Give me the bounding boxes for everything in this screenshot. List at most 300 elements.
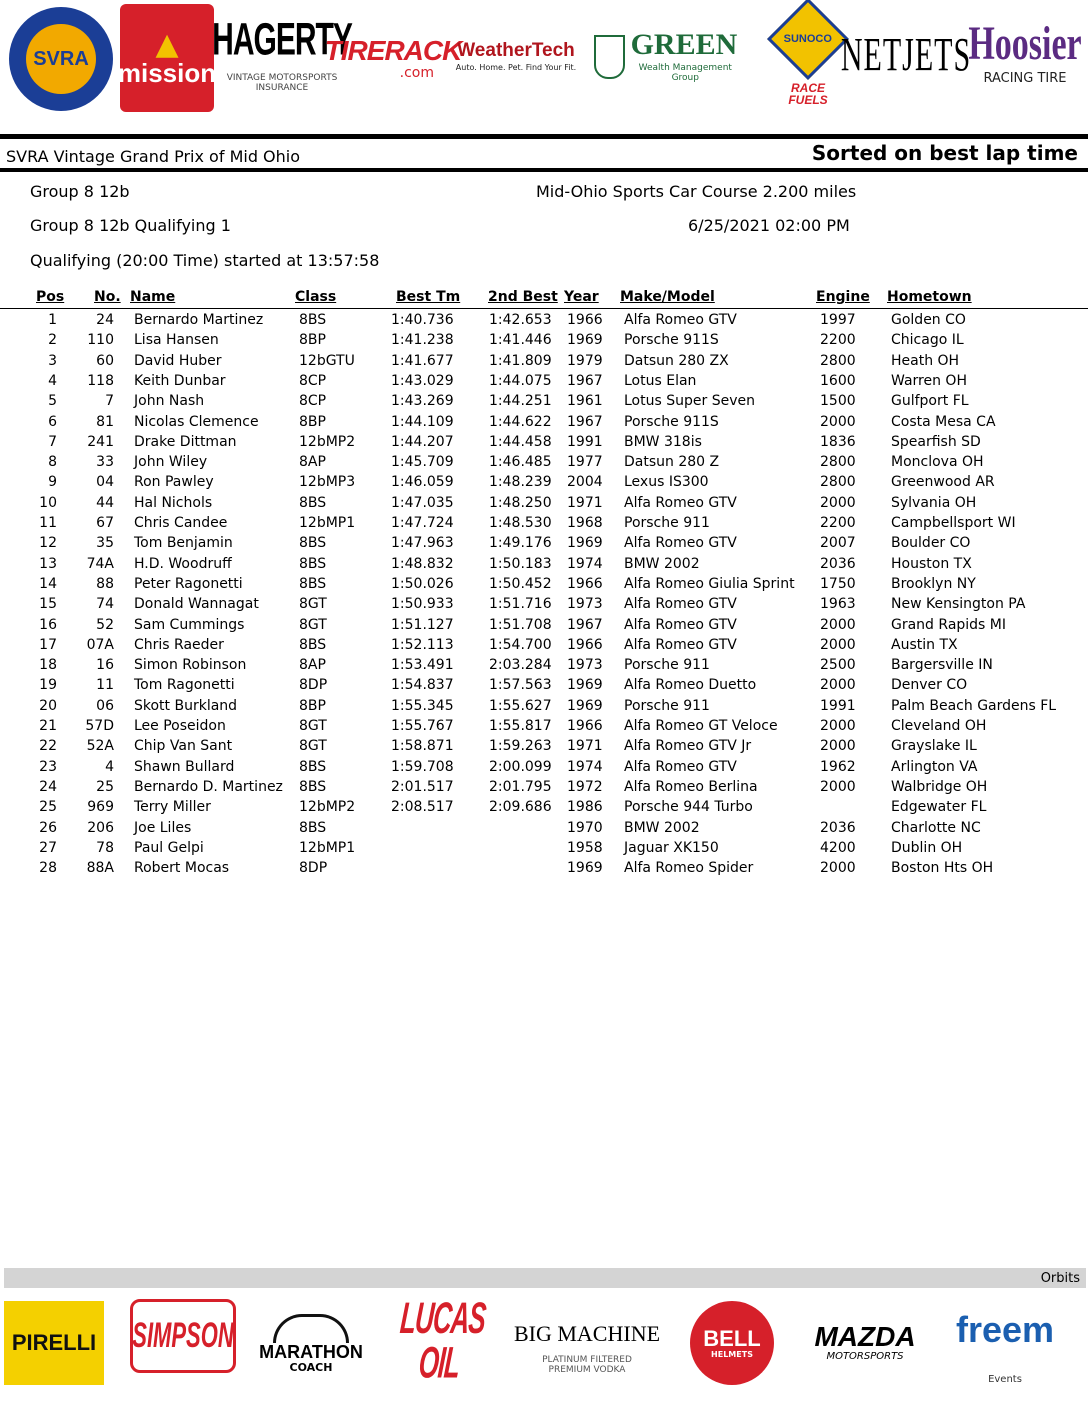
cell-best: 1:52.113: [391, 636, 454, 653]
cell-engine: 2200: [820, 332, 856, 349]
col-header-second: 2nd Best: [488, 289, 558, 305]
cell-make: Alfa Romeo GTV: [624, 535, 737, 552]
mission-logo-text: mission: [117, 58, 217, 88]
cell-no: 4: [105, 758, 114, 775]
cell-hometown: Greenwood AR: [891, 474, 995, 491]
cell-hometown: Boston Hts OH: [891, 860, 994, 877]
cell-hometown: Campbellsport WI: [891, 515, 1016, 531]
cell-name: Sam Cummings: [134, 616, 245, 633]
cell-best: 1:51.127: [391, 616, 454, 633]
cell-no: 241: [87, 433, 114, 450]
sponsor-logo-mazda: [800, 1309, 930, 1375]
cell-pos: 10: [39, 494, 57, 511]
cell-class: 8CP: [299, 393, 327, 410]
table-row: [0, 860, 1088, 880]
cell-hometown: Heath OH: [891, 352, 960, 369]
cell-hometown: Houston TX: [891, 555, 972, 572]
header-rule-top: [0, 134, 1088, 139]
cell-pos: 18: [39, 657, 57, 674]
cell-make: Porsche 911S: [624, 332, 719, 349]
cell-make: Alfa Romeo GTV: [624, 312, 737, 328]
cell-hometown: Charlotte NC: [891, 819, 981, 836]
cell-engine: 1962: [820, 758, 856, 775]
sponsor-logo-bell: [690, 1301, 774, 1385]
cell-make: Alfa Romeo GTV Jr: [624, 738, 752, 755]
cell-year: 1974: [567, 758, 603, 775]
cell-best: 2:01.517: [391, 778, 454, 795]
green-tagline: Wealth Management Group: [638, 63, 732, 83]
cell-no: 33: [96, 454, 114, 471]
cell-second: 1:46.485: [489, 454, 552, 471]
cell-pos: 21: [39, 718, 57, 734]
col-header-make: Make/Model: [620, 289, 715, 305]
cell-no: 25: [96, 778, 114, 795]
cell-year: 1967: [567, 413, 603, 430]
cell-name: Terry Miller: [134, 799, 211, 816]
cell-make: Datsun 280 ZX: [624, 352, 729, 369]
cell-name: Nicolas Clemence: [134, 413, 259, 430]
cell-hometown: Denver CO: [891, 677, 968, 694]
cell-engine: 2000: [820, 413, 856, 430]
cell-hometown: Monclova OH: [891, 454, 984, 471]
cell-best: 1:58.871: [391, 738, 454, 755]
cell-make: Jaguar XK150: [624, 839, 719, 856]
freem-tagline: Events: [988, 1373, 1022, 1385]
table-row: [0, 779, 1088, 799]
table-row: [0, 799, 1088, 819]
freem-logo-text: freem: [955, 1308, 1055, 1350]
cell-year: 1969: [567, 697, 603, 714]
table-row: [0, 393, 1088, 413]
cell-second: 1:44.622: [489, 413, 552, 430]
cell-class: 12bMP2: [299, 433, 356, 450]
cell-name: Paul Gelpi: [134, 839, 204, 856]
bigmachine-logo-text: BIG MACHINE: [513, 1321, 661, 1346]
weathertech-logo-text: WeatherTech: [457, 40, 575, 62]
cell-no: 7: [105, 393, 114, 410]
cell-second: 1:54.700: [489, 636, 552, 653]
cell-class: 12bMP1: [299, 839, 356, 856]
cell-no: 52A: [86, 738, 114, 755]
cell-second: 1:42.653: [489, 312, 552, 328]
sponsor-strip-bottom: [0, 1292, 1088, 1408]
hagerty-tagline: VINTAGE MOTORSPORTS INSURANCE: [226, 73, 338, 93]
cell-hometown: Arlington VA: [891, 758, 978, 775]
cell-name: David Huber: [134, 352, 222, 369]
cell-engine: 2000: [820, 718, 856, 734]
table-row: [0, 434, 1088, 454]
cell-best: 1:47.963: [391, 535, 454, 552]
cell-name: Keith Dunbar: [134, 372, 226, 389]
cell-no: 24: [96, 312, 114, 328]
cell-make: Porsche 944 Turbo: [624, 799, 753, 816]
cell-engine: 2036: [820, 555, 856, 572]
cell-year: 1986: [567, 799, 603, 816]
cell-second: 1:49.176: [489, 535, 552, 552]
cell-class: 8BS: [299, 575, 327, 592]
cell-class: 8BS: [299, 778, 327, 795]
weathertech-tagline: Auto. Home. Pet. Find Your Fit.: [455, 63, 577, 73]
cell-make: Alfa Romeo GTV: [624, 494, 737, 511]
cell-pos: 27: [39, 839, 57, 856]
cell-make: Alfa Romeo GTV: [624, 596, 737, 613]
cell-hometown: Costa Mesa CA: [891, 413, 996, 430]
cell-make: Lotus Elan: [624, 372, 697, 389]
table-row: [0, 353, 1088, 373]
cell-class: 8BS: [299, 819, 327, 836]
cell-pos: 14: [39, 575, 57, 592]
cell-second: 2:01.795: [489, 778, 552, 795]
cell-name: Simon Robinson: [134, 657, 247, 674]
cell-class: 8DP: [299, 860, 328, 877]
cell-make: Porsche 911: [624, 657, 710, 674]
table-row: [0, 495, 1088, 515]
cell-name: Peter Ragonetti: [134, 575, 243, 592]
cell-year: 1970: [567, 819, 603, 836]
cell-no: 118: [87, 372, 114, 389]
sponsor-logo-sunoco: [774, 6, 842, 110]
cell-class: 8AP: [299, 454, 326, 471]
col-header-no: No.: [94, 289, 121, 305]
cell-pos: 6: [48, 413, 57, 430]
cell-hometown: Chicago IL: [891, 332, 964, 349]
tirerack-logo-text: TIRERACK: [324, 35, 462, 66]
cell-no: 88: [96, 575, 114, 592]
cell-year: 1973: [567, 596, 603, 613]
cell-best: 1:43.269: [391, 393, 454, 410]
cell-best: 1:47.724: [391, 515, 454, 531]
cell-second: 1:41.809: [489, 352, 552, 369]
cell-hometown: Boulder CO: [891, 535, 971, 552]
cell-make: Alfa Romeo GTV: [624, 616, 737, 633]
sponsor-logo-bigmachine: [512, 1299, 662, 1399]
table-row: [0, 657, 1088, 677]
cell-pos: 4: [48, 372, 57, 389]
cell-year: 1967: [567, 372, 603, 389]
cell-class: 8DP: [299, 677, 328, 694]
cell-engine: 2000: [820, 636, 856, 653]
cell-make: Alfa Romeo Duetto: [624, 677, 757, 694]
cell-engine: 2800: [820, 474, 856, 491]
cell-year: 1991: [567, 433, 603, 450]
cell-year: 2004: [567, 474, 603, 491]
cell-name: John Wiley: [134, 454, 208, 471]
table-row: [0, 515, 1088, 535]
cell-hometown: Golden CO: [891, 312, 966, 328]
table-row: [0, 738, 1088, 758]
cell-second: 1:48.239: [489, 474, 552, 491]
cell-class: 8BS: [299, 494, 327, 511]
session-label: Group 8 12b Qualifying 1: [30, 216, 231, 235]
cell-no: 52: [96, 616, 114, 633]
cell-second: 2:09.686: [489, 799, 552, 816]
cell-no: 07A: [86, 636, 114, 653]
cell-class: 8BP: [299, 697, 326, 714]
cell-best: 1:59.708: [391, 758, 454, 775]
cell-hometown: Edgewater FL: [891, 799, 987, 816]
group-label: Group 8 12b: [30, 182, 130, 201]
table-row: [0, 840, 1088, 860]
cell-pos: 25: [39, 799, 57, 816]
cell-pos: 5: [48, 393, 57, 410]
cell-second: 1:50.452: [489, 575, 552, 592]
cell-engine: 2000: [820, 494, 856, 511]
cell-make: BMW 2002: [624, 819, 700, 836]
cell-hometown: Cleveland OH: [891, 718, 987, 734]
track-label: Mid-Ohio Sports Car Course 2.200 miles: [536, 182, 857, 201]
cell-year: 1958: [567, 839, 603, 856]
cell-class: 8BP: [299, 332, 326, 349]
cell-best: 1:44.109: [391, 413, 454, 430]
cell-make: BMW 318is: [624, 433, 702, 450]
cell-hometown: Gulfport FL: [891, 393, 969, 410]
col-header-best: Best Tm: [396, 289, 461, 305]
table-row: [0, 535, 1088, 555]
cell-best: 1:50.933: [391, 596, 454, 613]
cell-year: 1969: [567, 677, 603, 694]
sponsor-logo-weathertech: [452, 22, 580, 92]
cell-name: Bernardo Martinez: [134, 312, 264, 328]
cell-class: 8BS: [299, 555, 327, 572]
cell-engine: 2000: [820, 778, 856, 795]
cell-pos: 17: [39, 636, 57, 653]
cell-best: 2:08.517: [391, 799, 454, 816]
cell-engine: 2200: [820, 515, 856, 531]
col-header-pos: Pos: [36, 289, 65, 305]
sponsor-logo-pirelli: [4, 1301, 104, 1385]
mission-emblem-icon: ▲: [155, 27, 179, 62]
sponsor-logo-freem: [940, 1299, 1070, 1397]
cell-best: 1:48.832: [391, 555, 454, 572]
cell-hometown: Sylvania OH: [891, 494, 977, 511]
col-header-hometown: Hometown: [887, 289, 972, 305]
cell-class: 8BS: [299, 636, 327, 653]
sponsor-logo-svra: [6, 4, 116, 114]
cell-name: Tom Ragonetti: [134, 677, 235, 694]
cell-year: 1961: [567, 393, 603, 410]
cell-class: 8GT: [299, 738, 327, 755]
hagerty-logo-text: HAGERTY: [212, 15, 352, 66]
cell-engine: 2000: [820, 738, 856, 755]
col-header-name: Name: [130, 289, 176, 305]
cell-name: Ron Pawley: [134, 474, 214, 491]
bigmachine-tagline: PLATINUM FILTERED PREMIUM VODKA: [542, 1355, 632, 1375]
cell-second: 1:51.708: [489, 616, 552, 633]
table-row: [0, 759, 1088, 779]
table-row: [0, 677, 1088, 697]
cell-second: 1:44.458: [489, 433, 552, 450]
cell-no: 110: [87, 332, 114, 349]
cell-engine: 1500: [820, 393, 856, 410]
cell-make: Alfa Romeo Spider: [624, 860, 754, 877]
tirerack-domain: .com: [399, 65, 434, 81]
cell-year: 1973: [567, 657, 603, 674]
gwm-shield-icon: [594, 35, 625, 79]
cell-pos: 8: [48, 454, 57, 471]
marathon-tagline: COACH: [289, 1361, 333, 1374]
cell-pos: 2: [48, 332, 57, 349]
cell-class: 8GT: [299, 596, 327, 613]
cell-year: 1966: [567, 575, 603, 592]
table-row: [0, 637, 1088, 657]
cell-pos: 16: [39, 616, 57, 633]
cell-pos: 23: [39, 758, 57, 775]
cell-no: 60: [96, 352, 114, 369]
cell-pos: 28: [39, 860, 57, 877]
cell-best: 1:55.767: [391, 718, 454, 734]
cell-hometown: Walbridge OH: [891, 778, 988, 795]
green-logo-text: GREEN: [630, 28, 738, 62]
cell-best: 1:45.709: [391, 454, 454, 471]
cell-best: 1:55.345: [391, 697, 454, 714]
cell-hometown: Dublin OH: [891, 839, 963, 856]
cell-engine: 2007: [820, 535, 856, 552]
cell-name: Drake Dittman: [134, 433, 237, 450]
cell-class: 12bMP2: [299, 799, 356, 816]
cell-engine: 2036: [820, 819, 856, 836]
cell-name: Robert Mocas: [134, 860, 230, 877]
cell-hometown: New Kensington PA: [891, 596, 1026, 613]
sponsor-logo-mission: [117, 4, 217, 112]
cell-pos: 3: [48, 352, 57, 369]
col-header-engine: Engine: [816, 289, 870, 305]
cell-second: 1:55.627: [489, 697, 552, 714]
cell-second: 1:48.530: [489, 515, 552, 531]
cell-engine: 2000: [820, 677, 856, 694]
cell-make: Alfa Romeo Giulia Sprint: [624, 575, 795, 592]
cell-class: 8BS: [299, 758, 327, 775]
table-row: [0, 414, 1088, 434]
cell-no: 88A: [86, 860, 114, 877]
cell-no: 969: [87, 799, 114, 816]
cell-engine: 1991: [820, 697, 856, 714]
sort-label: Sorted on best lap time: [811, 141, 1078, 165]
cell-class: 8GT: [299, 718, 327, 734]
sponsor-logo-lucasoil: [382, 1292, 500, 1388]
cell-make: Porsche 911: [624, 697, 710, 714]
cell-pos: 15: [39, 596, 57, 613]
cell-best: 1:46.059: [391, 474, 454, 491]
cell-best: 1:50.026: [391, 575, 454, 592]
cell-class: 8BS: [299, 312, 327, 328]
cell-pos: 1: [48, 312, 57, 328]
mazda-logo-text: MAZDA: [814, 1320, 916, 1352]
cell-year: 1966: [567, 718, 603, 734]
lucasoil-logo-text: LUCAS OIL: [398, 1292, 488, 1388]
cell-year: 1968: [567, 515, 603, 531]
cell-year: 1967: [567, 616, 603, 633]
cell-pos: 20: [39, 697, 57, 714]
footer-brand: Orbits: [1040, 1271, 1080, 1286]
cell-no: 35: [96, 535, 114, 552]
cell-no: 04: [96, 474, 114, 491]
cell-make: Alfa Romeo GTV: [624, 758, 737, 775]
cell-name: Lee Poseidon: [134, 718, 226, 734]
cell-name: Chris Raeder: [134, 636, 224, 653]
cell-engine: 1750: [820, 575, 856, 592]
cell-no: 74: [96, 596, 114, 613]
cell-engine: 1600: [820, 372, 856, 389]
cell-make: Alfa Romeo Berlina: [624, 778, 758, 795]
cell-year: 1977: [567, 454, 603, 471]
cell-name: Donald Wannagat: [134, 596, 259, 613]
cell-name: Shawn Bullard: [134, 758, 235, 775]
sunoco-diamond-icon: [767, 0, 849, 80]
marathon-logo-text: MARATHON: [259, 1342, 363, 1362]
cell-pos: 26: [39, 819, 57, 836]
svra-logo-text: SVRA: [33, 48, 89, 70]
cell-second: 1:59.263: [489, 738, 552, 755]
cell-best: 1:40.736: [391, 312, 454, 328]
cell-second: 1:44.075: [489, 372, 552, 389]
table-row: [0, 617, 1088, 637]
cell-hometown: Austin TX: [891, 636, 958, 653]
table-row: [0, 474, 1088, 494]
cell-year: 1969: [567, 535, 603, 552]
cell-make: Datsun 280 Z: [624, 454, 720, 471]
header-rule-bottom: [0, 168, 1088, 172]
cell-class: 8AP: [299, 657, 326, 674]
cell-second: 2:03.284: [489, 657, 552, 674]
cell-engine: 2000: [820, 616, 856, 633]
sponsor-logo-simpson: [130, 1299, 236, 1373]
cell-hometown: Warren OH: [891, 372, 967, 389]
cell-hometown: Palm Beach Gardens FL: [891, 697, 1057, 714]
cell-make: Porsche 911: [624, 515, 710, 531]
cell-engine: 2800: [820, 352, 856, 369]
header-underline: [0, 308, 1088, 309]
cell-second: 2:00.099: [489, 758, 552, 775]
cell-engine: 2500: [820, 657, 856, 674]
table-row: [0, 718, 1088, 738]
cell-second: 1:51.716: [489, 596, 552, 613]
cell-best: 1:53.491: [391, 657, 454, 674]
pirelli-logo-text: PIRELLI: [11, 1330, 97, 1355]
cell-make: Alfa Romeo GT Veloce: [624, 718, 778, 734]
table-row: [0, 312, 1088, 332]
cell-name: Joe Liles: [134, 819, 192, 836]
cell-pos: 24: [39, 778, 57, 795]
cell-hometown: Spearfish SD: [891, 433, 981, 450]
marathon-arch-icon: [273, 1314, 349, 1343]
bell-logo-text: BELL: [703, 1325, 761, 1351]
hoosier-tagline: RACING TIRE: [983, 70, 1067, 86]
hoosier-logo-text: Hoosier: [968, 18, 1082, 71]
col-header-year: Year: [564, 289, 599, 305]
table-row: [0, 596, 1088, 616]
bell-tagline: HELMETS: [711, 1349, 753, 1359]
cell-year: 1966: [567, 636, 603, 653]
cell-year: 1972: [567, 778, 603, 795]
cell-no: 44: [96, 494, 114, 511]
cell-no: 11: [96, 677, 114, 694]
cell-name: Chip Van Sant: [134, 738, 233, 755]
sponsor-logo-tirerack: [324, 14, 462, 104]
cell-second: 1:48.250: [489, 494, 552, 511]
cell-hometown: Bargersville IN: [891, 657, 993, 674]
cell-hometown: Grayslake IL: [891, 738, 977, 755]
cell-second: 1:44.251: [489, 393, 552, 410]
cell-name: Tom Benjamin: [134, 535, 233, 552]
cell-year: 1969: [567, 860, 603, 877]
cell-pos: 19: [39, 677, 57, 694]
cell-make: BMW 2002: [624, 555, 700, 572]
sponsor-strip-top: [0, 0, 1088, 128]
cell-no: 16: [96, 657, 114, 674]
table-row: [0, 820, 1088, 840]
cell-pos: 11: [39, 515, 57, 531]
cell-second: 1:55.817: [489, 718, 552, 734]
